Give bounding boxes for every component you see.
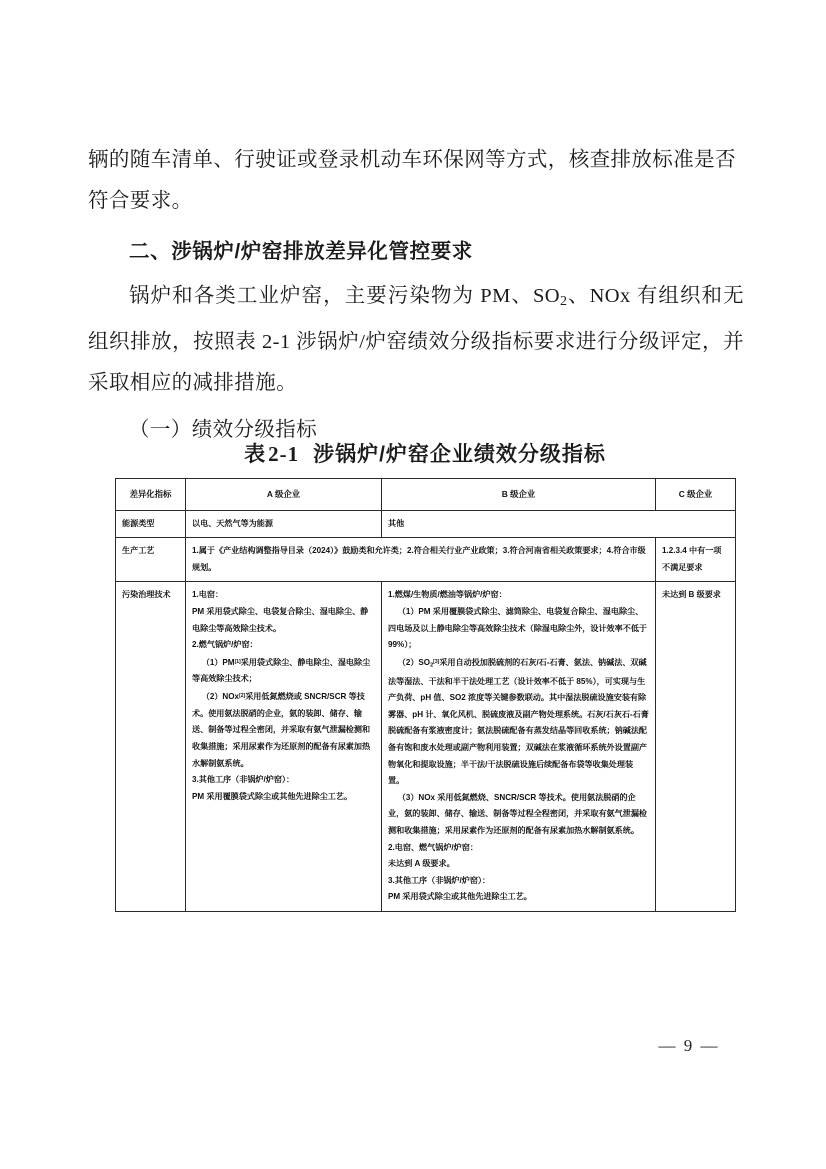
a-item2-sub1-pre: （1）PM [201,657,235,667]
process-grade-ab: 1.属于《产业结构调整指导目录（2024）》鼓励类和允许类；2.符合相关行业产业政策；3.符合河南省相关政策要求；4.符合市级规划。 [186,538,656,582]
table-caption-title: 涉锅炉/炉窑企业绩效分级指标 [313,443,606,466]
process-grade-c: 1.2.3.4 中有一项不满足要求 [656,538,736,582]
b-item2-text: 未达到 A 级要求。 [388,859,455,869]
treatment-grade-c: 未达到 B 级要求 [656,582,736,912]
b-item3-title: 3.其他工序（非锅炉/炉窑）： [388,875,491,885]
footnote-marker-2: [2] [239,693,246,700]
performance-grading-table [115,478,736,912]
header-indicator: 差异化指标 [116,479,186,511]
energy-grade-b: 其他 [382,510,736,538]
so2-subscript: 2 [559,294,568,310]
page-footer [0,1036,826,1056]
b-item1-sub1: （1）PM 采用覆膜袋式除尘、滤筒除尘、电袋复合除尘、湿电除尘、四电场及以上静电除尘等高效除尘技术（除湿电除尘外，设计效率不低于 99%）； [388,606,648,650]
body-text [88,140,744,451]
continued-paragraph: 辆的随车清单、行驶证或登录机动车环保网等方式，核查排放标准是否符合要求。 [88,149,736,212]
header-grade-a: A 级企业 [186,479,382,511]
a-item2-sub1 [192,654,375,688]
a-item2-sub2-pre: （2）NOx [201,692,240,702]
b-item1-sub2 [388,654,649,790]
b-item3-text: PM 采用袋式除尘或其他先进除尘工艺。 [388,892,532,902]
table-row-production-process [116,538,736,582]
intro-paragraph-tail: 、NOx 有组织和无组织排放，按照表 2-1 涉锅炉/炉窑绩效分级指标要求进行分级评定，并采取相应的减排措施。 [88,285,745,395]
table-row-pollution-treatment [116,582,736,912]
b-item1-sub2-pre: （2）SO [397,657,431,667]
header-grade-c: C 级企业 [656,479,736,511]
row-label-energy-type: 能源类型 [116,510,186,538]
table-caption [115,438,735,468]
a-item2-sub1-post: 采用袋式除尘、静电除尘、湿电除尘等高效除尘技术； [192,657,371,684]
subsection-heading: （一）绩效分级指标 [129,419,318,442]
a-item1-title: 1.电窑： [192,590,224,600]
table-header-row [116,479,736,511]
footnote-marker-3: [3] [433,658,440,665]
energy-grade-a: 以电、天然气等为能源 [186,510,382,538]
row-label-production-process: 生产工艺 [116,538,186,582]
treatment-grade-b [382,582,656,912]
page-number: — 9 — [658,1036,720,1055]
b-item1-sub3: （3）NOx 采用低氮燃烧、SNCR/SCR 等技术。使用氨法脱硝的企业，氨的装卸、储存、输送、制备等过程全程密闭，并采取有氨气泄漏检测和收集措施；采用尿素作为还原剂的配备有尿素加热水解制氨系统。 [388,792,648,835]
table-caption-prefix: 表 [244,443,267,466]
section-heading: 二、涉锅炉/炉窑排放差异化管控要求 [129,240,473,263]
header-grade-b: B 级企业 [382,479,656,511]
a-item3-title: 3.其他工序（非锅炉/炉窑）： [192,775,295,785]
a-item2-title: 2.燃气锅炉/炉窑： [192,640,258,650]
row-label-pollution-treatment: 污染治理技术 [116,582,186,912]
intro-paragraph-lead: 锅炉和各类工业炉窑，主要污染物为 PM、SO [129,285,560,307]
a-item3-text: PM 采用覆膜袋式除尘或其他先进除尘工艺。 [192,791,353,801]
table-row-energy-type [116,510,736,538]
b-item1-sub2-post: 采用自动投加脱硫剂的石灰/石-石膏、氨法、钠碱法、双碱法等湿法、干法和半干法处理工艺（设计效率不低于 85%），可实现与生产负荷、pH 值、SO2 浓度等关键参数联动。其中湿法脱硫设施安装有除雾器、pH 计、氧化风机、脱硫废液及副产物处理系统。石灰/石灰石-石膏脱硫配备有浆液密度计；氨法脱硫配备有蒸发结晶等回收系统；钠碱法配备有饱和废水处理或副产物利用装置；双碱法在浆液循环系统外设置副产物氧化和提取设施；半干法/干法脱硫设施后续配备布袋等收集处理装置。 [388,657,649,786]
table-caption-number: 2-1 [268,442,300,466]
a-item2-sub2-post: 采用低氮燃烧或 SNCR/SCR 等技术。使用氨法脱硝的企业，氨的装卸、储存、输送、制备等过程全密闭，并采取有氨气泄漏检测和收集措施；采用尿素作为还原剂的配备有尿素加热水解制氨系统。 [192,692,371,768]
b-item1-title: 1.燃煤/生物质/燃油等锅炉/炉窑： [388,590,507,600]
b-item2-title: 2.电窑、燃气锅炉/炉窑： [388,842,478,852]
footnote-marker-1: [1] [234,658,241,665]
so2-subscript-table: 2 [430,662,434,669]
a-item2-sub2 [192,688,375,772]
intro-paragraph [88,276,744,404]
treatment-grade-a [186,582,382,912]
a-item1-text: PM 采用袋式除尘、电袋复合除尘、湿电除尘、静电除尘等高效除尘技术。 [192,606,369,633]
